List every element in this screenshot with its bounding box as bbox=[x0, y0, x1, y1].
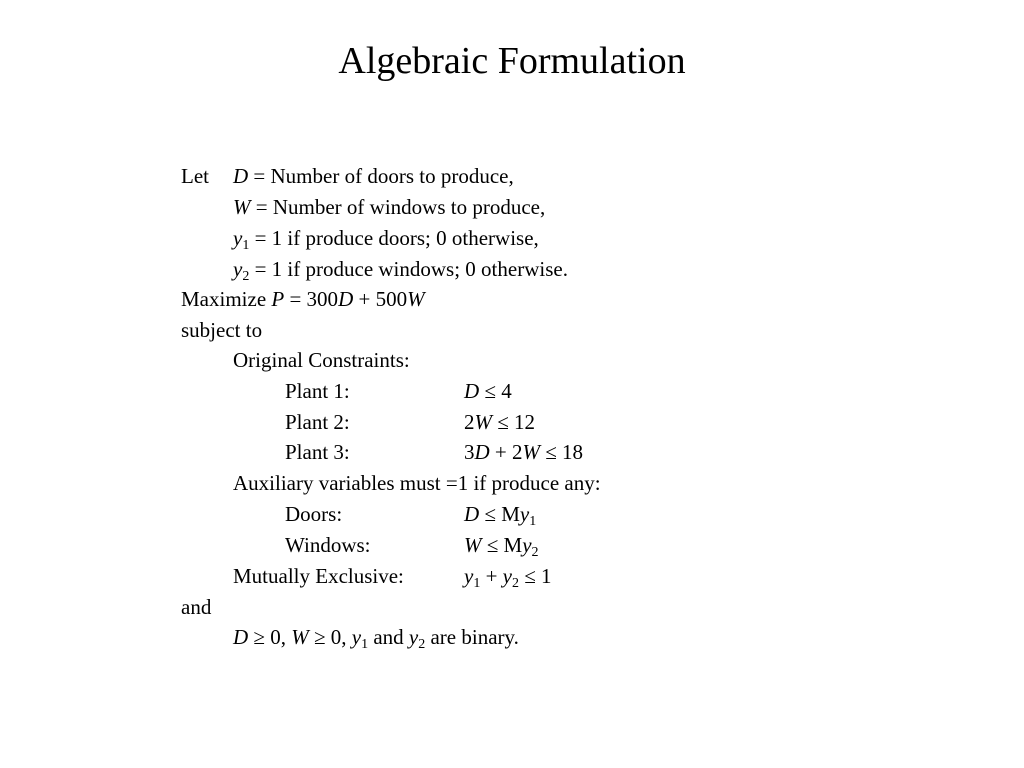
nonnegativity-constraint: D ≥ 0, W ≥ 0, $y_1$ and $y_2$ are binary. bbox=[233, 625, 519, 652]
plant3-label: Plant 3: bbox=[285, 440, 350, 464]
plant1-label: Plant 1: bbox=[285, 379, 350, 403]
and-label: and bbox=[181, 595, 212, 619]
doors-constraint: $D \le My_1$ bbox=[464, 502, 537, 529]
definition-y1: $y_1 = 1$ if produce doors; 0 otherwise, bbox=[233, 226, 539, 253]
mutually-exclusive-constraint: $y_1 + y_2 \le 1$ bbox=[464, 564, 552, 591]
var-d: D bbox=[233, 164, 249, 188]
definition-y2: $y_2 = 1$ if produce windows; 0 otherwise. bbox=[233, 257, 568, 284]
objective: Maximize P = 300D + 500W bbox=[181, 287, 425, 311]
mutually-exclusive-label: Mutually Exclusive: bbox=[233, 564, 404, 588]
let-label: Let bbox=[181, 164, 209, 188]
definition-w: W = Number of windows to produce, bbox=[233, 195, 546, 219]
definition-d: D = Number of doors to produce, bbox=[233, 164, 514, 188]
plant2-label: Plant 2: bbox=[285, 410, 350, 434]
var-y1: y bbox=[233, 226, 243, 250]
plant2-constraint: 2W ≤ 12 bbox=[464, 410, 536, 434]
auxiliary-heading: Auxiliary variables must =1 if produce any: bbox=[233, 471, 601, 495]
windows-label: Windows: bbox=[285, 533, 371, 557]
var-y2: y bbox=[233, 257, 243, 281]
windows-constraint: $W \le My_2$ bbox=[464, 533, 539, 560]
plant1-constraint: D ≤ 4 bbox=[464, 379, 512, 403]
var-w: W bbox=[233, 195, 251, 219]
subject-to: subject to bbox=[181, 318, 263, 342]
doors-label: Doors: bbox=[285, 502, 343, 526]
plant3-constraint: 3D + 2W ≤ 18 bbox=[464, 440, 584, 464]
slide-title: Algebraic Formulation bbox=[338, 40, 686, 82]
original-constraints-heading: Original Constraints: bbox=[233, 348, 410, 372]
